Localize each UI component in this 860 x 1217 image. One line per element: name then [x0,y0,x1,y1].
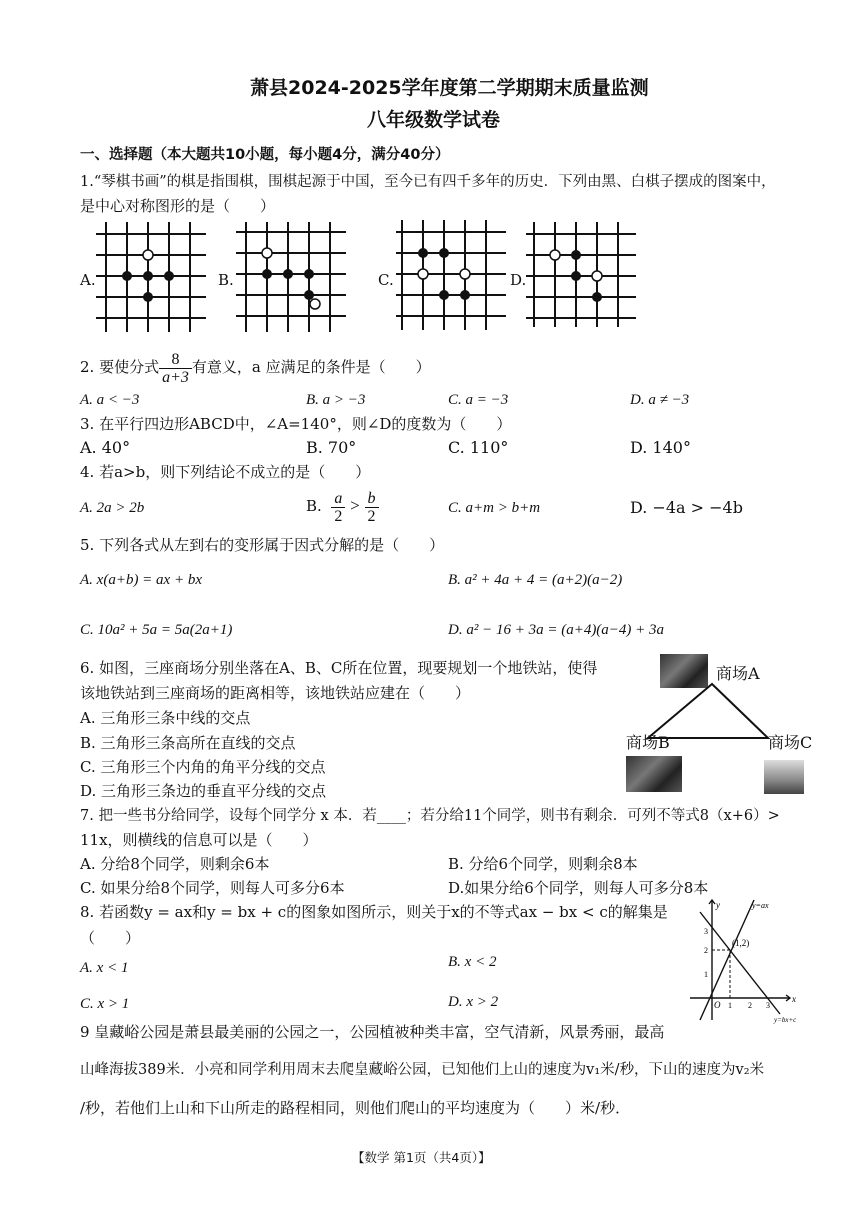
q4-b-num-left: a [331,490,345,508]
q6-option-d: D. 三角形三条边的垂直平分线的交点 [80,782,327,800]
q2-frac-den: a+3 [162,368,189,386]
mall-b-label: 商场B [626,733,670,752]
q8-line1: 8. 若函数y = ax和y = bx + c的图象如图所示，则关于x的不等式ax − bx < c的解集是 [80,903,668,921]
q8-option-d: D. x > 2 [448,994,499,1010]
q7-line1: 7. 把一些书分给同学，设每个同学分 x 本．若____；若分给11个同学，则书有剩余．可列不等式8（x+6）> [80,808,780,824]
q2-option-a: A. a < −3 [80,392,140,408]
go-pattern-b [236,222,346,332]
q8-line2: （ ） [80,929,141,947]
q4-option-b-label: B. [306,497,322,515]
graph-y-tick-1: 1 [704,970,708,979]
q9-line1: 9 皇藏峪公园是萧县最美丽的公园之一，公园植被种类丰富，空气清新，风景秀丽，最高 [80,1023,665,1041]
go-pattern-d [526,222,636,327]
q2-fraction [159,351,192,386]
q4-b-den-right: 2 [367,507,376,525]
q5-option-c: C. 10a² + 5a = 5a(2a+1) [80,622,233,638]
graph-ax-label: y=ax [752,901,769,910]
section-heading: 一、选择题（本大题共10小题，每小题4分，满分40分） [80,147,450,163]
q2-stem [80,347,431,387]
q3-option-a: A. 40° [80,438,131,457]
graph-x-label: x [792,994,796,1004]
q1-line2: 是中心对称图形的是（ ） [80,197,276,215]
q7-option-a: A. 分给8个同学，则剩余6本 [80,855,270,873]
q2-option-d: D. a ≠ −3 [630,392,690,408]
q1-option-label-b: B. [218,271,234,289]
mall-c-label: 商场C [768,733,813,752]
q4-b-op: > [350,496,360,515]
go-pattern-a [96,222,206,332]
q6-line1: 6. 如图，三座商场分别坐落在A、B、C所在位置，现要规划一个地铁站，使得 [80,659,598,677]
q4-b-frac-left [331,490,345,525]
mall-c-photo [764,760,804,794]
q7-line2: 11x，则横线的信息可以是（ ） [80,831,318,849]
exam-title-line2: 八年级数学试卷 [367,109,501,131]
q3-option-d: D. 140° [630,438,691,457]
q6-option-a: A. 三角形三条中线的交点 [80,709,251,727]
q4-option-d: D. −4a > −4b [630,498,743,517]
q1-option-label-a: A. [80,271,96,289]
q7-option-d: D.如果分给6个同学，则每人可多分8本 [448,879,709,897]
mall-b-photo [626,756,682,792]
q4-stem: 4. 若a>b，则下列结论不成立的是（ ） [80,463,371,481]
q3-option-c: C. 110° [448,438,509,457]
q7-option-b: B. 分给6个同学，则剩余8本 [448,855,638,873]
graph-y-label: y [716,900,720,910]
graph-y-tick-2: 2 [704,946,708,955]
q4-option-a: A. 2a > 2b [80,500,145,516]
q2-option-b: B. a > −3 [306,392,366,408]
q1-option-label-d: D. [510,271,527,289]
page-footer: 【数学 第1页（共4页）】 [352,1150,491,1165]
q4-b-num-right: b [365,490,379,508]
graph-y-tick-3: 3 [704,927,708,936]
mall-a-label: 商场A [716,664,760,683]
q1-line1: 1.“琴棋书画”的棋是指围棋，围棋起源于中国，至今已有四千多年的历史．下列由黑、白棋子摆成的图案中， [80,174,776,190]
graph-x-tick-2: 2 [748,1001,752,1010]
q3-option-b: B. 70° [306,438,357,457]
q4-option-b [306,486,379,526]
graph-x-tick-3: 3 [766,1001,770,1010]
q4-b-frac-right [365,490,379,525]
q5-option-b: B. a² + 4a + 4 = (a+2)(a−2) [448,572,623,588]
q5-option-a: A. x(a+b) = ax + bx [80,572,202,588]
q7-option-c: C. 如果分给8个同学，则每人可多分6本 [80,879,345,897]
go-pattern-c [396,220,506,330]
q9-line3: /秒，若他们上山和下山所走的路程相同，则他们爬山的平均速度为（ ）米/秒． [80,1099,631,1117]
q9-line2: 山峰海拔389米．小亮和同学利用周末去爬皇藏峪公园，已知他们上山的速度为v₁米/秒，下山的速度为v₂米 [80,1062,765,1078]
graph-x-tick-1: 1 [728,1001,732,1010]
q4-option-c: C. a+m > b+m [448,500,541,516]
q2-frac-num: 8 [159,351,192,369]
q2-option-c: C. a = −3 [448,392,509,408]
q1-option-label-c: C. [378,271,394,289]
q8-option-c: C. x > 1 [80,996,130,1012]
q2-suffix: 有意义，a 应满足的条件是（ ） [191,358,431,376]
graph-bx-label: y=bx+c [774,1016,797,1024]
q6-line2: 该地铁站到三座商场的距离相等，该地铁站应建在（ ） [80,684,471,702]
q8-function-graph [686,896,808,1026]
q2-prefix: 2. 要使分式 [80,358,160,376]
q5-option-d: D. a² − 16 + 3a = (a+4)(a−4) + 3a [448,622,665,638]
q6-option-b: B. 三角形三条高所在直线的交点 [80,734,296,752]
q8-option-a: A. x < 1 [80,960,129,976]
q6-option-c: C. 三角形三个内角的角平分线的交点 [80,758,326,776]
q4-b-den-left: 2 [334,507,343,525]
graph-point-label: (1,2) [732,938,750,948]
graph-origin-label: O [714,1000,721,1010]
q3-stem: 3. 在平行四边形ABCD中，∠A=140°，则∠D的度数为（ ） [80,415,512,433]
q5-stem: 5. 下列各式从左到右的变形属于因式分解的是（ ） [80,536,445,554]
q8-option-b: B. x < 2 [448,954,497,970]
exam-title-line1: 萧县2024-2025学年度第二学期期末质量监测 [250,77,649,99]
